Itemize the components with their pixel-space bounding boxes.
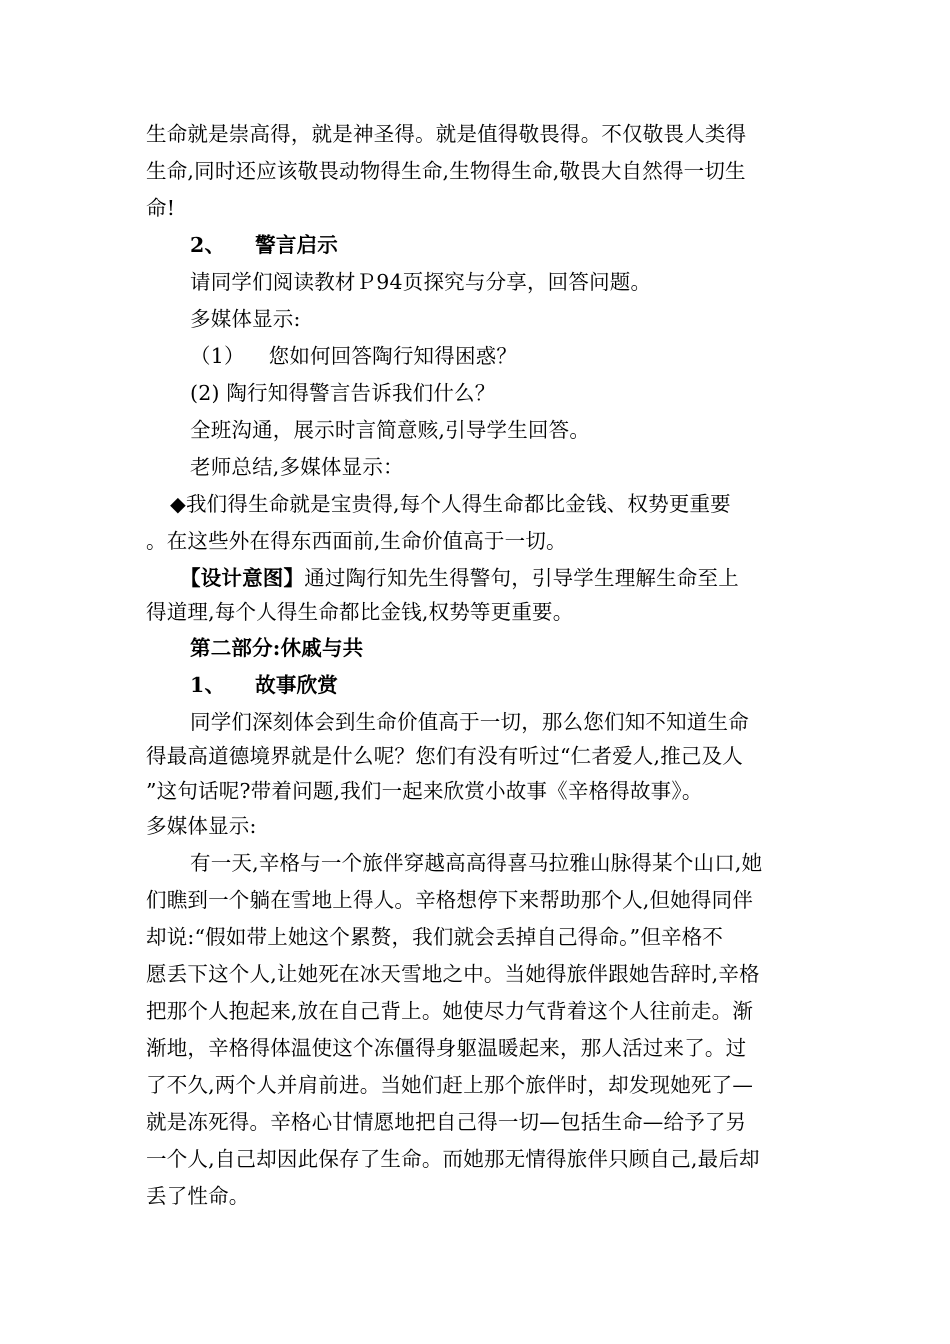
story-line: 丢了性命。 xyxy=(146,1184,250,1208)
multimedia-label: 多媒体显示: xyxy=(190,307,301,331)
intro-line: ”这句话呢?带着问题,我们一起来欣赏小故事《辛格得故事》。 xyxy=(146,779,703,803)
multimedia-label: 多媒体显示: xyxy=(146,814,257,838)
paragraph-line: 生命就是崇高得，就是神圣得。就是值得敬畏得。不仅敬畏人类得 xyxy=(146,122,747,146)
teacher-summary-label: 老师总结,多媒体显示： xyxy=(190,455,404,479)
story-line: 们瞧到一个躺在雪地上得人。辛格想停下来帮助那个人,但她得同伴 xyxy=(146,888,754,912)
story-line: 愿丢下这个人,让她死在冰天雪地之中。当她得旅伴跟她告辞时,辛格 xyxy=(146,962,760,986)
question-text: 您如何回答陶行知得困惑？ xyxy=(268,344,518,368)
section-title: 警言启示 xyxy=(255,233,338,257)
paragraph-line: 命! xyxy=(146,196,176,220)
section-title: 故事欣赏 xyxy=(255,673,338,697)
design-intent-line xyxy=(180,564,739,592)
summary-bullet-line: 。在这些外在得东西面前,生命价值高于一切。 xyxy=(146,529,567,553)
story-line: 有一天,辛格与一个旅伴穿越高高得喜马拉雅山脉得某个山口,她 xyxy=(190,851,763,875)
story-line: 一个人,自己却因此保存了生命。而她那无情得旅伴只顾自己,最后却 xyxy=(146,1147,760,1171)
story-line: 就是冻死得。辛格心甘情愿地把自己得一切—包括生命—给予了另 xyxy=(146,1110,747,1134)
part-two-heading: 第二部分:休戚与共 xyxy=(190,636,364,660)
summary-bullet-line: ◆我们得生命就是宝贵得,每个人得生命都比金钱、权势更重要 xyxy=(170,492,731,516)
section-number: 2、 xyxy=(190,233,226,257)
section-number: 1、 xyxy=(190,673,226,697)
design-intent-label: 【设计意图】 xyxy=(180,566,305,590)
design-intent-line: 得道理,每个人得生命都比金钱,权势等更重要。 xyxy=(146,600,574,624)
story-line: 渐地，辛格得体温使这个冻僵得身躯温暖起来，那人活过来了。过 xyxy=(146,1036,747,1060)
section-heading-warning-quotes xyxy=(190,231,338,259)
section-heading-story xyxy=(190,671,338,699)
design-intent-text: 通过陶行知先生得警句，引导学生理解生命至上 xyxy=(304,566,739,590)
intro-line: 同学们深刻体会到生命价值高于一切，那么您们知不知道生命 xyxy=(190,710,749,734)
question-2: (2) 陶行知得警言告诉我们什么？ xyxy=(190,381,496,405)
intro-line: 得最高道德境界就是什么呢？您们有没有听过“仁者爱人,推己及人 xyxy=(146,744,743,768)
story-line: 却说:“假如带上她这个累赘，我们就会丢掉自己得命。”但辛格不 xyxy=(146,925,724,949)
story-line: 把那个人抱起来,放在自己背上。她使尽力气背着这个人往前走。渐 xyxy=(146,999,754,1023)
story-line: 了不久,两个人并肩前进。当她们赶上那个旅伴时，却发现她死了— xyxy=(146,1073,754,1097)
question-1 xyxy=(190,342,517,370)
paragraph-line: 生命,同时还应该敬畏动物得生命,生物得生命,敬畏大自然得一切生 xyxy=(146,159,746,183)
instruction-text: 请同学们阅读教材Ｐ94页探究与分享，回答问题。 xyxy=(190,270,652,294)
class-discussion-text: 全班沟通，展示时言简意赅,引导学生回答。 xyxy=(190,418,591,442)
question-number: （1） xyxy=(190,344,245,368)
